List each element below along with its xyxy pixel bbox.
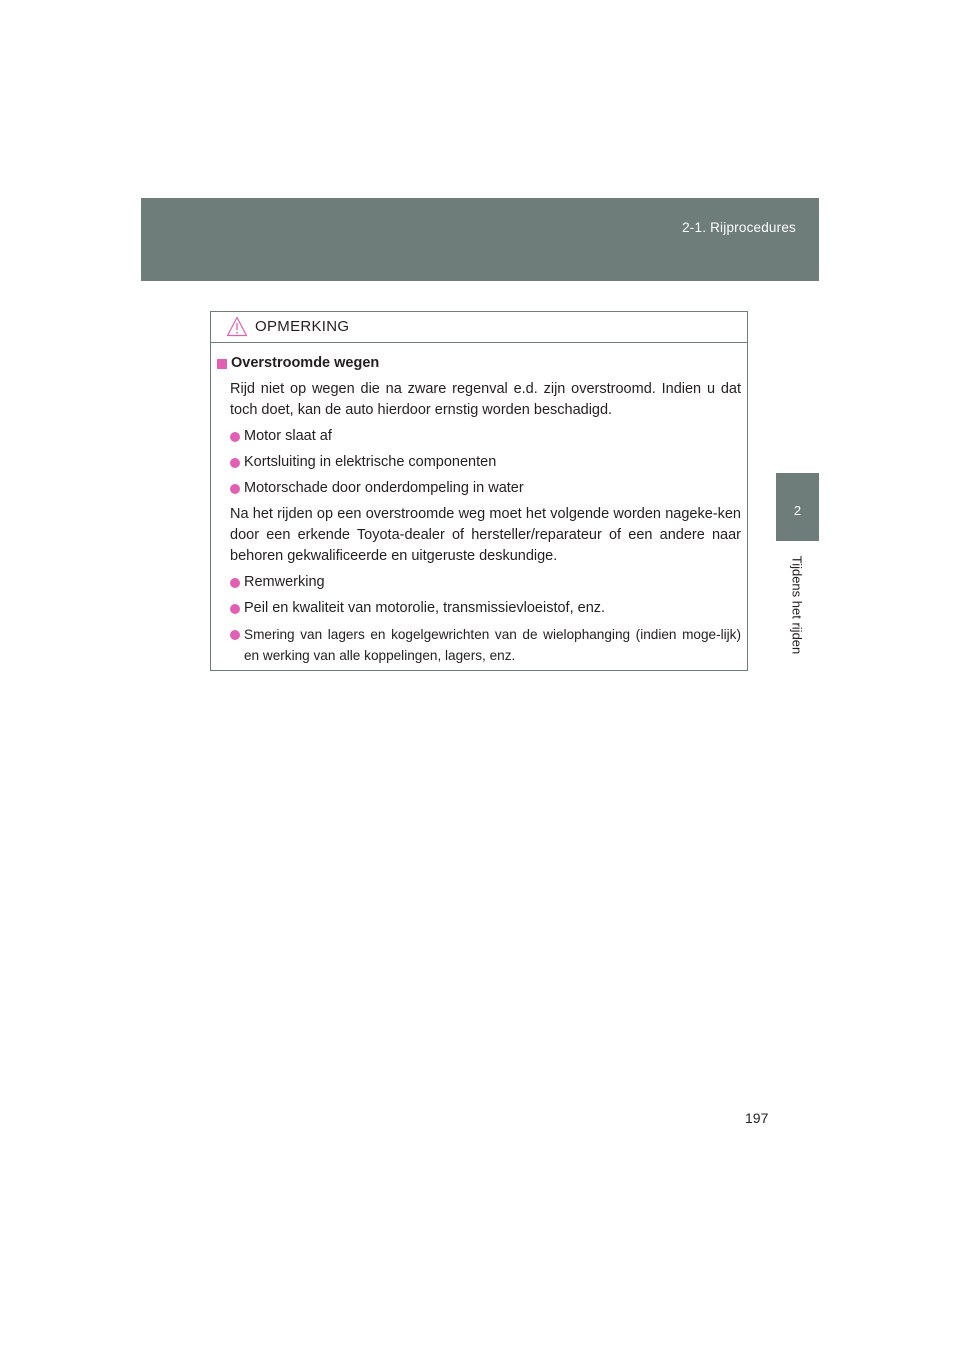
list-item-text: Smering van lagers en kogelgewrichten van de wielophanging (indien moge-lijk) en werking van alle koppelingen, lagers, enz.	[244, 627, 741, 663]
list-item	[230, 452, 741, 473]
page-number: 197	[745, 1110, 769, 1126]
topic-title: Overstroomde wegen	[231, 355, 380, 371]
notice-body	[211, 343, 747, 666]
warning-triangle-icon	[226, 316, 248, 342]
check-paragraph: Na het rijden op een overstroomde weg moet het volgende worden nageke-ken door een erkende Toyota-dealer of hersteller/reparateur of een andere naar behoren gekwalificeerde en uitgeruste deskundige.	[230, 506, 741, 564]
list-item-text: Motor slaat af	[244, 428, 332, 444]
chapter-title: Tijdens het rijden	[789, 555, 805, 655]
dot-bullet-icon	[230, 630, 240, 640]
chapter-number: 2	[793, 503, 802, 518]
list-item	[230, 478, 741, 499]
dot-bullet-icon	[230, 432, 240, 442]
square-bullet-icon	[217, 359, 227, 369]
topic-heading	[216, 353, 741, 374]
list-item	[230, 572, 741, 593]
list-item-text: Peil en kwaliteit van motorolie, transmissievloeistof, enz.	[244, 600, 606, 616]
dot-bullet-icon	[230, 578, 240, 588]
chapter-tab	[776, 473, 819, 541]
list-item-text: Kortsluiting in elektrische componenten	[244, 454, 497, 470]
list-item	[230, 598, 741, 619]
list-item-text: Motorschade door onderdompeling in water	[244, 480, 524, 496]
dot-bullet-icon	[230, 604, 240, 614]
intro-paragraph: Rijd niet op wegen die na zware regenval e.d. zijn overstroomd. Indien u dat toch doet, kan de auto hierdoor ernstig worden beschadigd.	[230, 381, 741, 418]
section-label: 2-1. Rijprocedures	[682, 220, 796, 235]
notice-title: OPMERKING	[255, 318, 350, 335]
notice-header	[211, 312, 747, 343]
header-band	[141, 198, 819, 281]
dot-bullet-icon	[230, 484, 240, 494]
notice-box	[210, 311, 748, 671]
list-item-text: Remwerking	[244, 574, 325, 590]
list-item	[230, 624, 741, 666]
dot-bullet-icon	[230, 458, 240, 468]
list-item	[230, 426, 741, 447]
